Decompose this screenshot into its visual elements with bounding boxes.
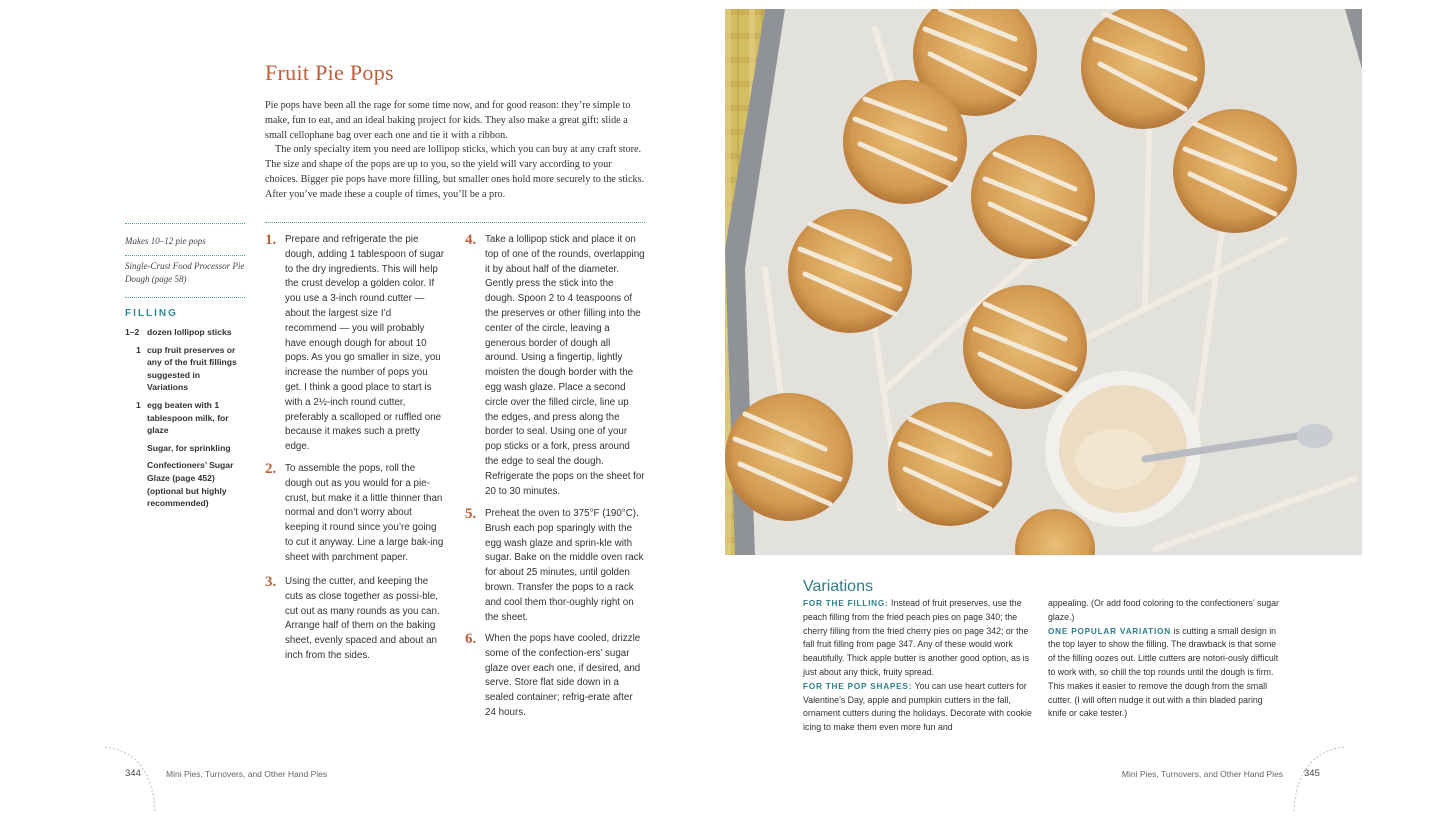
sidebar-divider-bottom	[125, 297, 245, 298]
ingredient-qty: 1	[136, 399, 141, 410]
sidebar-divider-mid	[125, 255, 245, 256]
step-text: Take a lollipop stick and place it on top of one of the rounds, overlapping it by about half of the diameter. Gently press the stick into the dough. Spoon 2 to 4 teaspoons of the preserves or other filling into the center of the circle, leaving a generous border of dough all around. Using a fingertip, lightly moisten the dough border with the egg wash glaze. Place a second circle over the filled circle, line up the edges, and press along the border to seal. Using one of your pop sticks or a fork, press around the edge to seal the dough. Refrigerate the pops on the sheet for 20 to 30 minutes.	[485, 234, 645, 497]
step-5	[465, 507, 645, 625]
step-4	[465, 233, 645, 499]
step-text: Prepare and refrigerate the pie dough, adding 1 tablespoon of sugar to the dry ingredients. This will help the crust develop a golden color. If you use a 3-inch round cutter — about the largest size I’d recommend — you will probably have enough dough for about 10 pops. As you go smaller in size, you increase the number of pops you get. I think a good place to start is with a 2½-inch round cutter, preferably a scalloped or ruffled one because it makes such a pretty edge.	[285, 234, 445, 453]
left-running-head: Mini Pies, Turnovers, and Other Hand Pies	[166, 769, 328, 779]
step-3	[265, 575, 445, 664]
ingredient-qty	[125, 459, 147, 509]
variations-column-right	[1048, 597, 1283, 721]
ingredient-text: Sugar, for sprinkling	[147, 442, 231, 453]
step-text: To assemble the pops, roll the dough out as you would for a pie-crust, but make it a little thinner than normal and don’t worry about keeping it round since you’re going to cut it anyway. Line a large bak-ing sheet with parchment paper.	[285, 463, 444, 563]
ingredient-list	[125, 326, 243, 515]
recipe-intro	[265, 99, 645, 203]
filling-heading: FILLING	[125, 308, 178, 319]
right-corner-ornament	[1290, 745, 1345, 815]
shapes-variation-label: FOR THE POP SHAPES:	[803, 681, 913, 691]
step-number: 3.	[265, 574, 277, 590]
left-page-number: 344	[125, 768, 141, 779]
step-number: 1.	[265, 232, 277, 248]
filling-variation-label: FOR THE FILLING:	[803, 599, 889, 608]
ingredient-item	[125, 459, 243, 509]
ingredient-item	[125, 399, 243, 437]
ingredient-item	[125, 344, 243, 394]
section-divider	[265, 222, 645, 223]
filling-variation-text: Instead of fruit preserves, use the peach filling from the fried peach pies on page 340; the cherry filling from the fried cherry pies on page 342; or the fall fruit filling from page 347. Any of these would work beautifully. Thick apple butter is another good option, as is just about any thick, fruity spread.	[803, 598, 1030, 677]
popular-variation-text: is cutting a small design in the top layer to show the filling. The drawback is that some of the filling oozes out. Little cutters are notori-ously difficult to work with, so chill the top rounds until the dough is firm. This makes it easier to remove the dough from the small cutter. (I will often nudge it out with a thin bladed paring knife or cake tester.)	[1048, 625, 1279, 719]
intro-paragraph-2: The only specialty item you need are lollipop sticks, which you can buy at any craft store. The size and shape of the pops are up to you, so the yield will vary according to your choices. Bigger pie pops have more filling, but smaller ones hold more securely to the sticks. After you’ve made these a couple of times, you’ll be a pro.	[265, 144, 645, 200]
recipe-title: Fruit Pie Pops	[265, 60, 394, 85]
step-text: Preheat the oven to 375°F (190°C). Brush each pop sparingly with the egg wash glaze and sprin-kle with sugar. Bake on the middle oven rack for about 25 minutes, until golden brown. Transfer the pops to a rack and cool them thor-oughly right on the sheet.	[485, 508, 644, 623]
ingredient-text: Confectioners’ Sugar Glaze (page 452) (optional but highly recommended)	[147, 460, 234, 509]
popular-variation-label: ONE POPULAR VARIATION	[1048, 626, 1171, 636]
step-number: 4.	[465, 232, 477, 248]
intro-paragraph-1: Pie pops have been all the rage for some time now, and for good reason: they’re simple to make, fun to eat, and an ideal baking project for kids. They also make a great gift: slide a small cellophane bag over each one and tie it with a ribbon.	[265, 100, 631, 141]
sidebar-divider-top	[125, 223, 245, 224]
step-text: Using the cutter, and keeping the cuts as close together as possi-ble, cut out as many rounds as you can. Arrange half of them on the baking sheet, evenly spaced and about an inch from the sides.	[285, 576, 440, 661]
ingredient-text: dozen lollipop sticks	[147, 327, 232, 337]
ingredient-qty	[125, 442, 147, 455]
shapes-variation-continued: appealing. (Or add food coloring to the confectioners’ sugar glaze.)	[1048, 598, 1279, 622]
pie-pops-photo	[725, 9, 1362, 555]
right-page-number: 345	[1304, 768, 1320, 779]
step-2	[265, 462, 445, 566]
yield-note: Makes 10–12 pie pops	[125, 236, 206, 246]
ingredient-qty: 1	[136, 344, 141, 355]
ingredient-item	[125, 442, 243, 455]
dough-note: Single-Crust Food Processor Pie Dough (page 58)	[125, 261, 245, 284]
pie-pops-illustration	[725, 9, 1362, 555]
variations-column-left	[803, 597, 1038, 735]
ingredient-text: egg beaten with 1 tablespoon milk, for glaze	[147, 399, 229, 436]
step-number: 5.	[465, 506, 477, 522]
step-6	[465, 632, 645, 721]
step-number: 6.	[465, 631, 477, 647]
ingredient-text: cup fruit preserves or any of the fruit fillings suggested in Variations	[147, 344, 237, 393]
step-text: When the pops have cooled, drizzle some of the confection-ers’ sugar glaze over each one, if desired, and serve. Store flat side down in a sealed container; refrig-erate after 24 hours.	[485, 633, 641, 718]
step-number: 2.	[265, 461, 277, 477]
left-corner-ornament	[105, 745, 160, 815]
right-running-head: Mini Pies, Turnovers, and Other Hand Pies	[1121, 769, 1283, 779]
step-1	[265, 233, 445, 455]
shapes-variation-text: You can use heart cutters for Valentine’s Day, apple and pumpkin cutters in the fall, ornament cutters during the holidays. Decorate with cookie icing to make them even more fun and	[803, 680, 1032, 733]
variations-title: Variations	[803, 578, 873, 595]
ingredient-item	[125, 326, 243, 339]
ingredient-qty: 1–2	[125, 327, 140, 337]
